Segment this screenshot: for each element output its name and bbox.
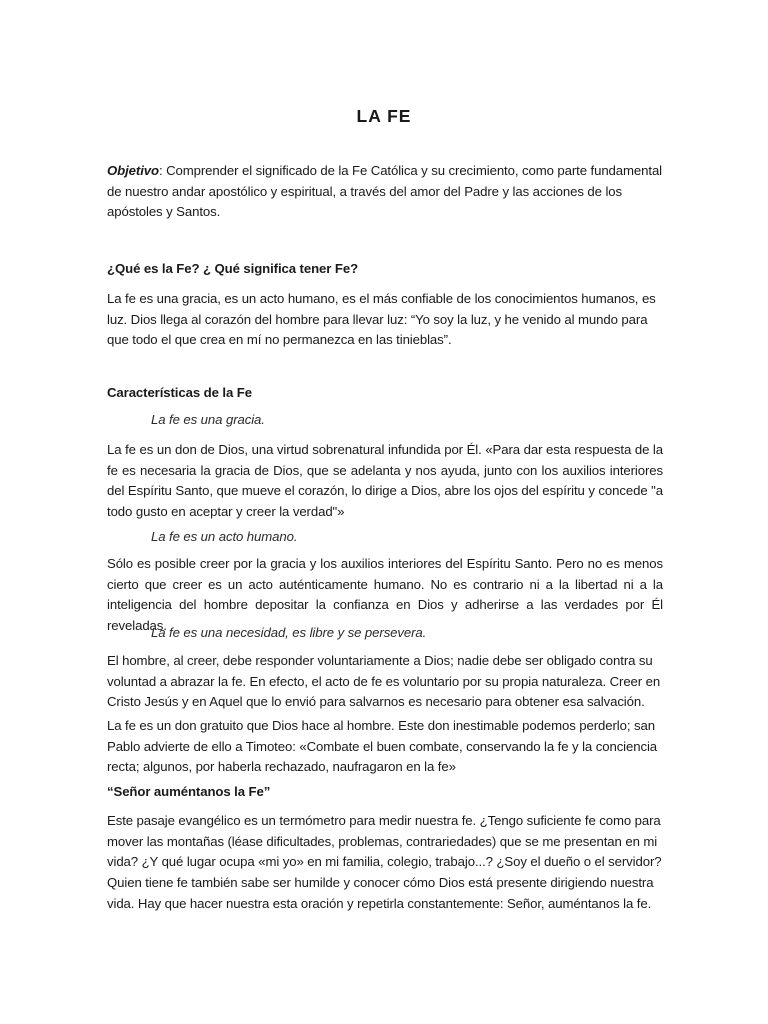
objective-text: : Comprender el significado de la Fe Católica y su crecimiento, como parte fundamental de nuestro andar apostólico y espiritual, a través del amor del Padre y las acciones de los apóstoles y Santos. xyxy=(107,163,663,220)
objective-label: Objetivo xyxy=(107,163,159,178)
paragraph-acto-humano: Sólo es posible creer por la gracia y los auxilios interiores del Espíritu Santo. Pero no es menos cierto que creer es un acto auténticamente humano. No es contrario ni a la libertad ni a la inteligencia del hombre depositar la confianza en Dios y adherirse a las verdades por Él reveladas. xyxy=(107,556,663,634)
subheading-acto-humano: La fe es un acto humano. xyxy=(151,529,298,544)
section-heading-que-es-la-fe: ¿Qué es la Fe? ¿ Qué significa tener Fe? xyxy=(107,261,359,276)
subheading-necesidad: La fe es una necesidad, es libre y se persevera. xyxy=(151,625,427,640)
section-heading-senor-aumentanos: “Señor auméntanos la Fe” xyxy=(107,784,271,799)
paragraph-gracia: La fe es un don de Dios, una virtud sobrenatural infundida por Él. «Para dar esta respuesta de la fe es necesaria la gracia de Dios, que se adelanta y nos ayuda, junto con los auxilios interiores del Espíritu Santo, que mueve el corazón, lo dirige a Dios, abre los ojos del espíritu y concede "a todo gusto en aceptar y creer la verdad"» xyxy=(107,442,663,520)
objective-paragraph xyxy=(107,161,663,223)
paragraph-necesidad: El hombre, al creer, debe responder voluntariamente a Dios; nadie debe ser obligado contra su voluntad a abrazar la fe. En efecto, el acto de fe es voluntario por su propia naturaleza. Creer en Cristo Jesús y en Aquel que lo envió para salvarnos es necesario para obtener esa salvación. xyxy=(107,653,661,710)
subheading-gracia: La fe es una gracia. xyxy=(151,412,265,427)
paragraph-don-gratuito: La fe es un don gratuito que Dios hace al hombre. Este don inestimable podemos perderlo; san Pablo advierte de ello a Timoteo: «Combate el buen combate, conservando la fe y la conciencia recta; algunos, por haberla rechazado, naufragaron en la fe» xyxy=(107,718,658,775)
section-heading-caracteristicas: Características de la Fe xyxy=(107,385,252,400)
page-title: LA FE xyxy=(356,106,412,126)
paragraph-definicion-fe: La fe es una gracia, es un acto humano, es el más confiable de los conocimientos humanos, es luz. Dios llega al corazón del hombre para llevar luz: “Yo soy la luz, y he venido al mundo para que todo el que crea en mí no permanezca en las tinieblas”. xyxy=(107,291,656,348)
paragraph-termometro: Este pasaje evangélico es un termómetro para medir nuestra fe. ¿Tengo suficiente fe como para mover las montañas (léase dificultades, problemas, contrariedades) que se me presentan en mi vida? ¿Y qué lugar ocupa «mi yo» en mi familia, colegio, trabajo...? ¿Soy el dueño o el servidor? Quien tiene fe también sabe ser humilde y conocer cómo Dios está presente dirigiendo nuestra vida. Hay que hacer nuestra esta oración y repetirla constantemente: Señor, auméntanos la fe. xyxy=(107,813,662,911)
